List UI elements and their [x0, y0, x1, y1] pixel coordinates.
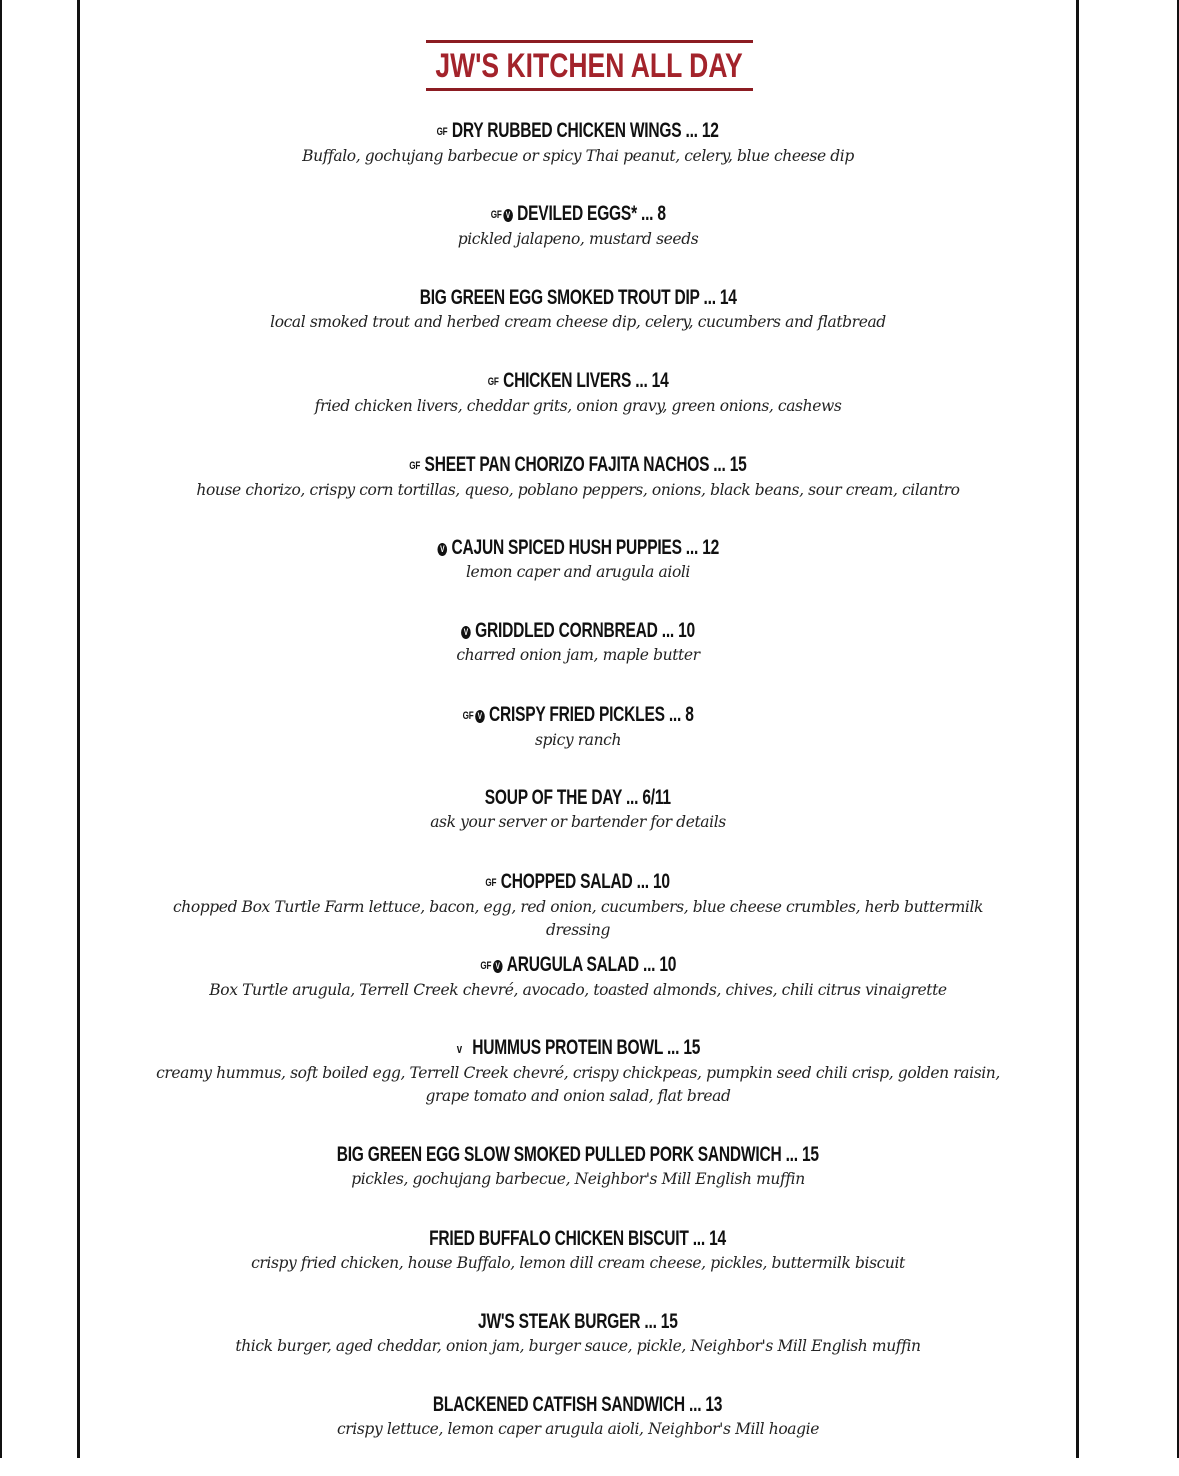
menu-item-description: crispy lettuce, lemon caper arugula aioli, Neighbor's Mill hoagie [337, 1420, 819, 1439]
menu-item-name-price: JW'S STEAK BURGER ... 15 [478, 1310, 678, 1334]
menu-item-description: crispy fried chicken, house Buffalo, lemon dill cream cheese, pickles, buttermilk biscuit [251, 1253, 905, 1272]
menu-item [80, 952, 1076, 1035]
gluten-free-badge: GF [409, 459, 421, 472]
menu-item-heading [485, 785, 671, 811]
gluten-free-badge: GF [480, 959, 491, 972]
menu-item [80, 285, 1076, 368]
page-border-inner-right [1076, 0, 1079, 1458]
menu-item-name-price: DEVILED EGGS* ... 8 [516, 202, 666, 226]
vegetarian-icon: V [503, 209, 513, 222]
gluten-free-badge: GF [490, 209, 502, 222]
menu-item-heading [409, 452, 746, 479]
menu-header [0, 40, 1179, 91]
menu-item [80, 618, 1076, 701]
menu-item-heading [490, 201, 665, 228]
menu-item-name-price: DRY RUBBED CHICKEN WINGS ... 12 [452, 119, 720, 142]
menu-title: JW'S KITCHEN ALL DAY [426, 40, 752, 91]
menu-item [80, 785, 1076, 868]
page-border-outer-left [0, 0, 2, 1458]
menu-item-description: chopped Box Turtle Farm lettuce, bacon, egg, red onion, cucumbers, blue cheese crumbles, herb buttermilk dressing [172, 897, 984, 939]
menu-item-description: charred onion jam, maple butter [456, 646, 700, 665]
gluten-free-badge: GF [487, 376, 499, 389]
menu-item-name-price: BLACKENED CATFISH SANDWICH ... 13 [433, 1393, 723, 1417]
menu-item-description: house chorizo, crispy corn tortillas, queso, poblano peppers, onions, black beans, sour cream, cilantro [196, 480, 960, 499]
menu-item-name-price: BIG GREEN EGG SMOKED TROUT DIP ... 14 [419, 285, 737, 309]
menu-item-name-price: ARUGULA SALAD ... 10 [506, 952, 676, 976]
menu-item [80, 452, 1076, 535]
vegetarian-icon: V [492, 960, 502, 973]
menu-item-heading [430, 1226, 727, 1252]
menu-item-heading [462, 702, 693, 729]
gluten-free-badge: GF [436, 126, 448, 138]
menu-item-name-price: CHICKEN LIVERS ... 14 [502, 369, 669, 393]
menu-item [80, 368, 1076, 451]
menu-item-description: Box Turtle arugula, Terrell Creek chevré, avocado, toasted almonds, chives, chili citrus vinaigrette [209, 980, 947, 999]
menu-item-name-price: CHOPPED SALAD ... 10 [501, 869, 671, 893]
menu-item-heading [461, 618, 695, 644]
menu-item-description: ask your server or bartender for details [430, 813, 726, 832]
menu-item-heading [478, 1309, 678, 1335]
menu-item-heading [337, 1142, 819, 1168]
menu-item-heading [480, 952, 676, 979]
menu-items [80, 118, 1076, 1476]
menu-item-heading [433, 1392, 722, 1418]
menu-item-heading [419, 285, 736, 311]
vegetarian-badge: v [456, 1041, 462, 1057]
vegetarian-icon: V [437, 543, 447, 556]
menu-item-heading [437, 118, 719, 145]
menu-item-name-price: FRIED BUFFALO CHICKEN BISCUIT ... 14 [429, 1226, 727, 1250]
menu-item [80, 869, 1076, 952]
menu-item [80, 1309, 1076, 1392]
gluten-free-badge: GF [485, 876, 497, 889]
menu-item-name-price: SOUP OF THE DAY ... 6/11 [484, 786, 672, 810]
menu-item-description: pickles, gochujang barbecue, Neighbor's Mill English muffin [351, 1170, 805, 1189]
menu-item-heading [437, 535, 719, 561]
menu-item-heading [486, 869, 670, 896]
menu-item [80, 702, 1076, 785]
gluten-free-badge: GF [462, 709, 474, 722]
menu-item [80, 1392, 1076, 1475]
menu-item-description: spicy ranch [534, 730, 622, 749]
menu-item-description: creamy hummus, soft boiled egg, Terrell Creek chevré, crispy chickpeas, pumpkin seed chili crisp, golden raisin, grape tomato and onion salad, flat bread [156, 1064, 1000, 1106]
menu-item-description: fried chicken livers, cheddar grits, onion gravy, green onions, cashews [314, 397, 842, 416]
menu-item-name-price: HUMMUS PROTEIN BOWL ... 15 [471, 1036, 700, 1060]
menu-item-description: lemon caper and arugula aioli [465, 562, 690, 581]
menu-item-name-price: CAJUN SPICED HUSH PUPPIES ... 12 [451, 535, 719, 559]
menu-item [80, 118, 1076, 201]
menu-item-heading [488, 368, 669, 395]
menu-item [80, 201, 1076, 284]
menu-item-name-price: GRIDDLED CORNBREAD ... 10 [475, 619, 695, 643]
menu-item [80, 535, 1076, 618]
menu-item-description: local smoked trout and herbed cream cheese dip, celery, cucumbers and flatbread [270, 312, 886, 331]
menu-item-name-price: BIG GREEN EGG SLOW SMOKED PULLED PORK SANDWICH ... 15 [336, 1143, 820, 1167]
vegetarian-icon: V [475, 710, 485, 723]
menu-item [80, 1226, 1076, 1309]
menu-item-name-price: SHEET PAN CHORIZO FAJITA NACHOS ... 15 [424, 452, 747, 476]
vegetarian-icon: V [461, 626, 471, 639]
menu-item [80, 1142, 1076, 1225]
menu-item-description: Buffalo, gochujang barbecue or spicy Thai peanut, celery, blue cheese dip [302, 147, 854, 165]
menu-item-heading [456, 1035, 699, 1062]
menu-item-description: thick burger, aged cheddar, onion jam, burger sauce, pickle, Neighbor's Mill English muffin [235, 1337, 921, 1356]
menu-item-name-price: CRISPY FRIED PICKLES ... 8 [488, 702, 694, 726]
menu-item-description: pickled jalapeno, mustard seeds [457, 230, 699, 249]
menu-item [80, 1035, 1076, 1142]
